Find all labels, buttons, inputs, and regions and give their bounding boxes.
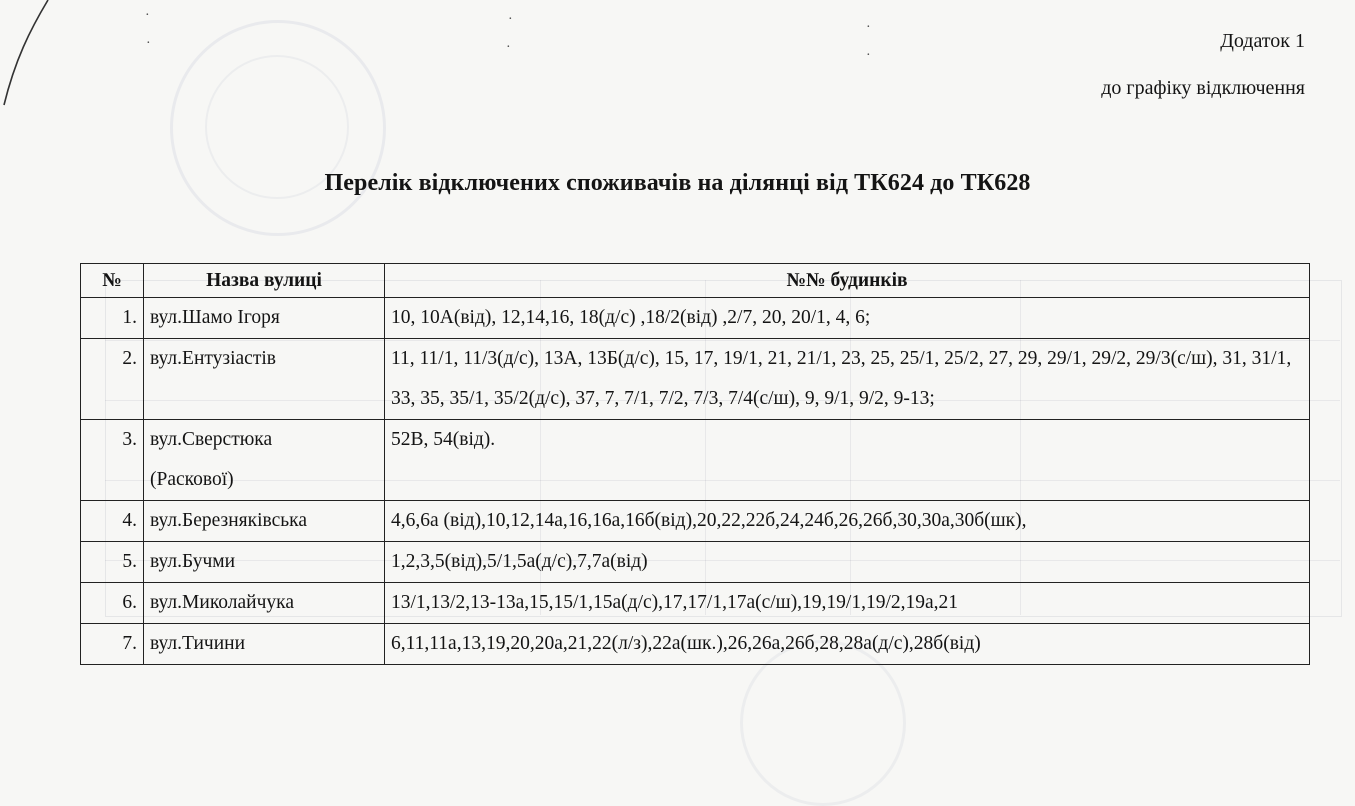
row-number: 1. <box>81 298 144 339</box>
scan-dot: · <box>146 36 151 51</box>
appendix-subtitle: до графіку відключення <box>1101 77 1305 99</box>
column-header-number: № <box>81 264 144 298</box>
street-name: вул.Тичини <box>144 624 385 665</box>
table-row <box>81 624 1310 665</box>
scan-dot: · <box>506 40 511 55</box>
street-name: вул.Шамо Ігоря <box>144 298 385 339</box>
table-row <box>81 542 1310 583</box>
scan-dot: · <box>866 20 871 35</box>
row-number: 3. <box>81 420 144 501</box>
table-row <box>81 339 1310 420</box>
house-numbers: 13/1,13/2,13-13а,15,15/1,15а(д/с),17,17/1,17а(с/ш),19,19/1,19/2,19а,21 <box>385 583 1310 624</box>
house-numbers: 6,11,11а,13,19,20,20а,21,22(л/з),22а(шк.),26,26а,26б,28,28а(д/с),28б(від) <box>385 624 1310 665</box>
table-row <box>81 501 1310 542</box>
table-row <box>81 420 1310 501</box>
column-header-street: Назва вулиці <box>144 264 385 298</box>
appendix-label: Додаток 1 <box>1220 30 1305 52</box>
row-number: 2. <box>81 339 144 420</box>
consumers-table <box>80 263 1310 665</box>
house-numbers: 1,2,3,5(від),5/1,5а(д/с),7,7а(від) <box>385 542 1310 583</box>
scan-dot: · <box>145 8 150 23</box>
house-numbers: 10, 10А(від), 12,14,16, 18(д/с) ,18/2(від) ,2/7, 20, 20/1, 4, 6; <box>385 298 1310 339</box>
street-name: вул.Сверстюка <box>150 429 273 450</box>
row-number: 6. <box>81 583 144 624</box>
scan-edge-stroke <box>0 0 60 110</box>
street-name-former: (Раскової) <box>150 469 234 490</box>
street-name: вул.Березняківська <box>144 501 385 542</box>
table-row <box>81 298 1310 339</box>
table-header-row <box>81 264 1310 298</box>
column-header-houses: №№ будинків <box>385 264 1310 298</box>
street-name-cell <box>144 420 385 501</box>
house-numbers: 4,6,6а (від),10,12,14а,16,16а,16б(від),20,22,22б,24,24б,26,26б,30,30а,30б(шк), <box>385 501 1310 542</box>
row-number: 7. <box>81 624 144 665</box>
scan-dot: · <box>508 12 513 27</box>
scan-dot: · <box>866 48 871 63</box>
house-numbers: 11, 11/1, 11/3(д/с), 13А, 13Б(д/с), 15, 17, 19/1, 21, 21/1, 23, 25, 25/1, 25/2, 27, 29, 29/1, 29/2, 29/3(с/ш), 31, 31/1, 33, 35, 35/1, 35/2(д/с), 37, 7, 7/1, 7/2, 7/3, 7/4(с/ш), 9, 9/1, 9/2, 9-13; <box>385 339 1310 420</box>
table-row <box>81 583 1310 624</box>
document-title: Перелік відключених споживачів на ділянці від ТК624 до ТК628 <box>324 170 1031 196</box>
street-name: вул.Миколайчука <box>144 583 385 624</box>
row-number: 4. <box>81 501 144 542</box>
street-name: вул.Бучми <box>144 542 385 583</box>
house-numbers: 52В, 54(від). <box>385 420 1310 501</box>
row-number: 5. <box>81 542 144 583</box>
street-name: вул.Ентузіастів <box>144 339 385 420</box>
